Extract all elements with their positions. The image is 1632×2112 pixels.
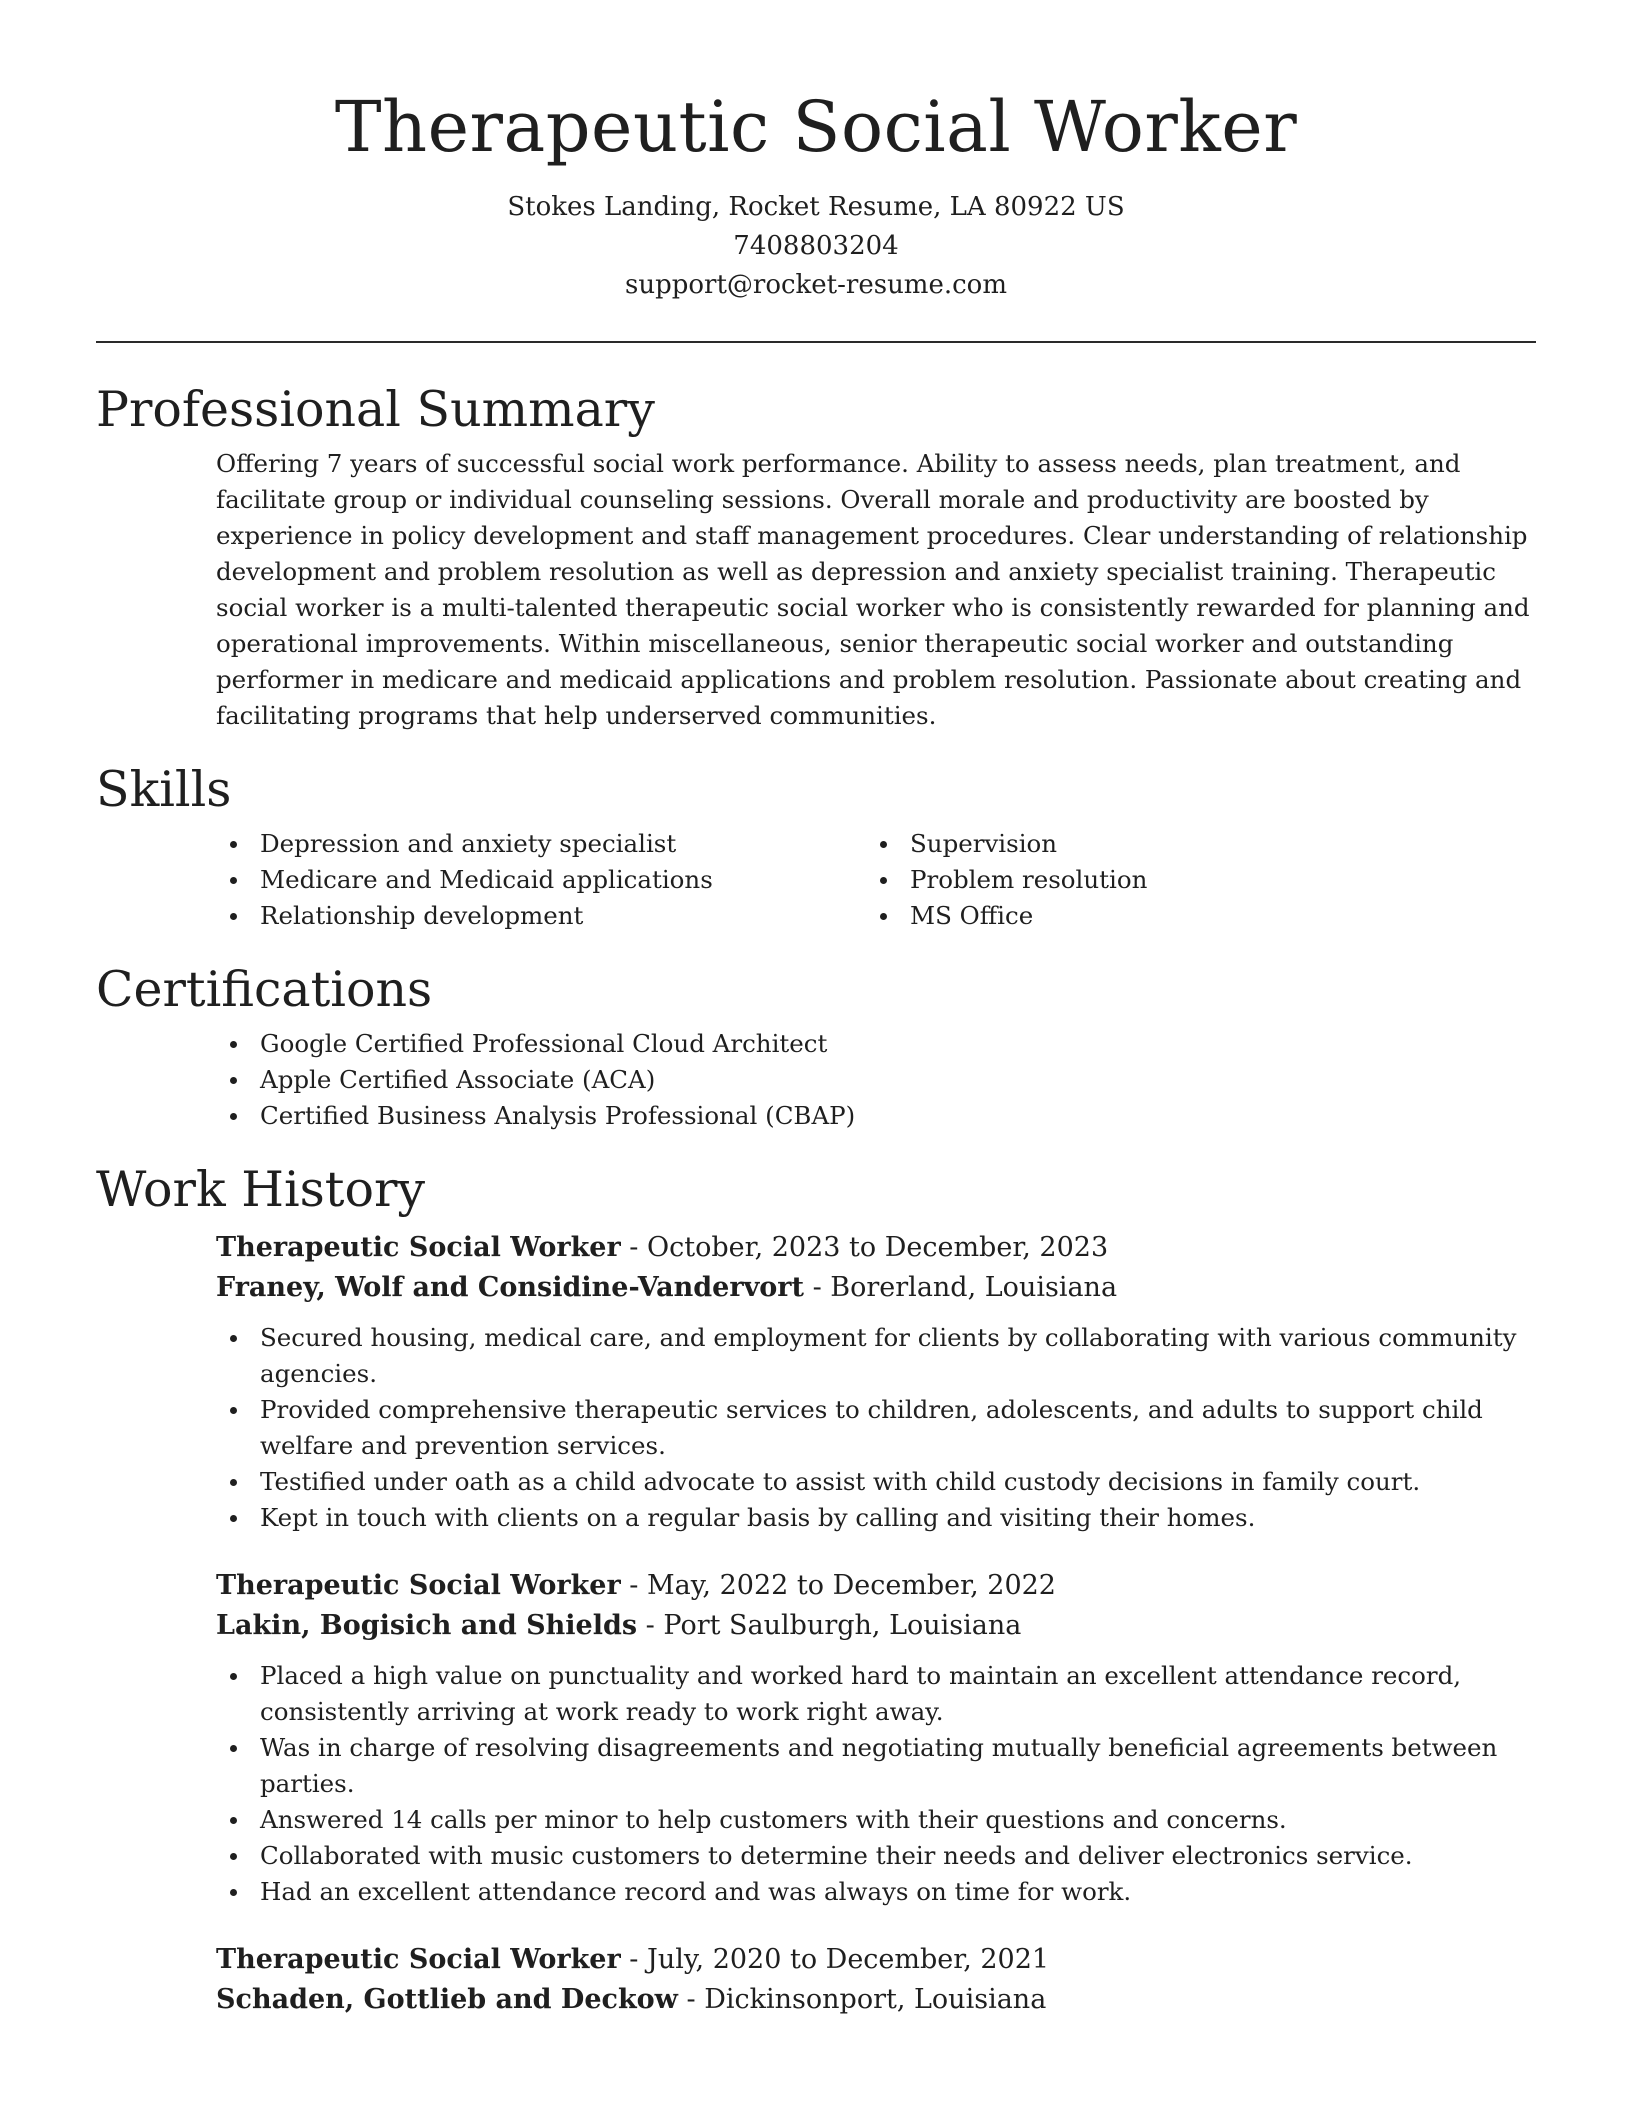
contact-block [0, 188, 1632, 305]
job-location: Dickinsonport, Louisiana [704, 1984, 1047, 2015]
skills-column-right [866, 826, 1516, 934]
job-duties-list [216, 1320, 1536, 1536]
skill-item: MS Office [866, 898, 1516, 934]
job-company: Schaden, Gottlieb and Deckow [216, 1984, 678, 2015]
separator: - [686, 1984, 705, 2015]
job-role: Therapeutic Social Worker [216, 1570, 621, 1601]
job-company-line [216, 1606, 1536, 1646]
job-title-line [216, 1566, 1536, 1606]
job-title-line [216, 1940, 1536, 1980]
certification-item: Apple Certified Associate (ACA) [216, 1062, 1536, 1098]
skills-grid [216, 826, 1536, 934]
job-duty-item: Secured housing, medical care, and employment for clients by collaborating with various community agencies. [216, 1320, 1536, 1392]
job-duty-item: Had an excellent attendance record and was always on time for work. [216, 1874, 1536, 1910]
skill-item: Depression and anxiety specialist [216, 826, 866, 862]
contact-email: support@rocket-resume.com [624, 270, 1007, 300]
certification-item: Certified Business Analysis Professional (CBAP) [216, 1098, 1536, 1134]
job-duty-item: Testified under oath as a child advocate to assist with child custody decisions in family court. [216, 1464, 1536, 1500]
job-company-line [216, 1980, 1536, 2020]
skill-item: Supervision [866, 826, 1516, 862]
job-entry [216, 1228, 1536, 1536]
job-role: Therapeutic Social Worker [216, 1232, 621, 1263]
skill-item: Relationship development [216, 898, 866, 934]
certifications-section [96, 958, 1536, 1134]
skill-item: Problem resolution [866, 862, 1516, 898]
work-history-section [96, 1158, 1536, 2020]
job-entry [216, 1566, 1536, 1910]
job-duty-item: Answered 14 calls per minor to help customers with their questions and concerns. [216, 1802, 1536, 1838]
job-dates: October, 2023 to December, 2023 [647, 1232, 1109, 1263]
summary-heading: Professional Summary [96, 381, 655, 438]
skills-section [96, 758, 1536, 934]
separator: - [645, 1610, 664, 1641]
contact-phone: 7408803204 [733, 231, 899, 261]
certifications-heading: Certifications [96, 961, 433, 1018]
job-duty-item: Collaborated with music customers to determine their needs and deliver electronics service. [216, 1838, 1536, 1874]
certification-item: Google Certified Professional Cloud Architect [216, 1026, 1536, 1062]
job-location: Borerland, Louisiana [830, 1272, 1118, 1303]
separator: - [812, 1272, 831, 1303]
work-history-heading: Work History [96, 1161, 426, 1218]
job-entry [216, 1940, 1536, 2020]
job-duties-list [216, 1658, 1536, 1910]
job-duty-item: Was in charge of resolving disagreements and negotiating mutually beneficial agreements between parties. [216, 1730, 1536, 1802]
job-duty-item: Placed a high value on punctuality and worked hard to maintain an excellent attendance record, consistently arriving at work ready to work right away. [216, 1658, 1536, 1730]
job-dates: July, 2020 to December, 2021 [647, 1944, 1050, 1975]
separator: - [629, 1232, 648, 1263]
candidate-name: Therapeutic Social Worker [334, 86, 1298, 168]
separator: - [629, 1570, 648, 1601]
job-title-line [216, 1228, 1536, 1268]
header-divider [96, 341, 1536, 343]
summary-text: Offering 7 years of successful social work performance. Ability to assess needs, plan treatment, and facilitate group or individual counseling sessions. Overall morale and productivity are boosted by experience in policy development and staff management procedures. Clear understanding of relationship development and problem resolution as well as depression and anxiety specialist training. Therapeutic social worker is a multi-talented therapeutic social worker who is consistently rewarded for planning and operational improvements. Within miscellaneous, senior therapeutic social worker and outstanding performer in medicare and medicaid applications and problem resolution. Passionate about creating and facilitating programs that help underserved communities. [216, 449, 1530, 730]
job-role: Therapeutic Social Worker [216, 1944, 621, 1975]
resume-body [96, 378, 1536, 2050]
job-dates: May, 2022 to December, 2022 [647, 1570, 1056, 1601]
job-company: Lakin, Bogisich and Shields [216, 1610, 638, 1641]
summary-section [96, 378, 1536, 734]
skills-heading: Skills [96, 761, 232, 818]
skills-column-left [216, 826, 866, 934]
job-duty-item: Provided comprehensive therapeutic services to children, adolescents, and adults to support child welfare and prevention services. [216, 1392, 1536, 1464]
contact-address: Stokes Landing, Rocket Resume, LA 80922 US [507, 192, 1125, 222]
separator: - [629, 1944, 648, 1975]
resume-header [0, 82, 1632, 305]
certifications-list [216, 1026, 1536, 1134]
job-duty-item: Kept in touch with clients on a regular basis by calling and visiting their homes. [216, 1500, 1536, 1536]
job-location: Port Saulburgh, Louisiana [663, 1610, 1022, 1641]
job-company: Franey, Wolf and Considine-Vandervort [216, 1272, 804, 1303]
skill-item: Medicare and Medicaid applications [216, 862, 866, 898]
job-company-line [216, 1268, 1536, 1308]
